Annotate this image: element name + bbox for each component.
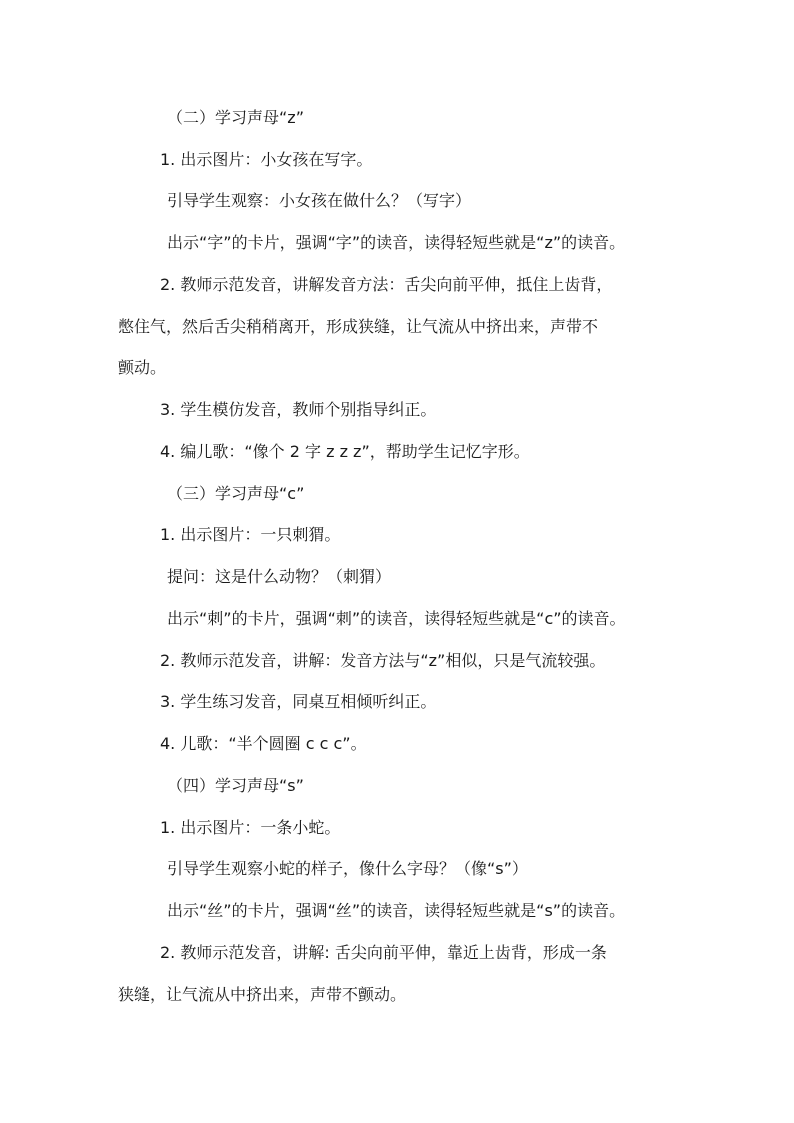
paragraph: 4. 儿歌：“半个圆圈 c c c”。 [160, 734, 367, 753]
paragraph: 1. 出示图片：一只刺猬。 [160, 525, 341, 544]
paragraph: 出示“刺”的卡片，强调“刺”的读音，读得轻短些就是“c”的读音。 [167, 609, 626, 628]
paragraph: 出示“字”的卡片，强调“字”的读音，读得轻短些就是“z”的读音。 [167, 233, 626, 252]
paragraph: 3. 学生练习发音，同桌互相倾听纠正。 [160, 692, 437, 711]
paragraph: 憋住气，然后舌尖稍稍离开，形成狭缝，让气流从中挤出来，声带不 [118, 317, 599, 336]
paragraph: 4. 编儿歌：“像个 2 字 z z z”，帮助学生记忆字形。 [160, 442, 530, 461]
section-heading-s: （四）学习声母“s” [167, 776, 304, 795]
paragraph: 2. 教师示范发音，讲解发音方法：舌尖向前平伸，抵住上齿背， [160, 275, 613, 294]
paragraph: 2. 教师示范发音，讲解：发音方法与“z”相似，只是气流较强。 [160, 651, 606, 670]
paragraph: 出示“丝”的卡片，强调“丝”的读音，读得轻短些就是“s”的读音。 [167, 901, 626, 920]
paragraph: 1. 出示图片：一条小蛇。 [160, 818, 341, 837]
section-heading-z: （二）学习声母“z” [167, 108, 304, 127]
paragraph: 引导学生观察小蛇的样子，像什么字母？（像“s”） [167, 859, 528, 878]
section-heading-c: （三）学习声母“c” [167, 484, 305, 503]
paragraph: 1. 出示图片：小女孩在写字。 [160, 150, 373, 169]
paragraph: 颤动。 [118, 358, 167, 377]
paragraph: 引导学生观察：小女孩在做什么？（写字） [167, 191, 472, 210]
paragraph: 提问：这是什么动物？（刺猬） [167, 567, 392, 586]
paragraph: 狭缝，让气流从中挤出来，声带不颤动。 [118, 985, 407, 1004]
paragraph: 3. 学生模仿发音，教师个别指导纠正。 [160, 400, 437, 419]
paragraph: 2. 教师示范发音，讲解: 舌尖向前平伸，靠近上齿背，形成一条 [160, 943, 607, 962]
